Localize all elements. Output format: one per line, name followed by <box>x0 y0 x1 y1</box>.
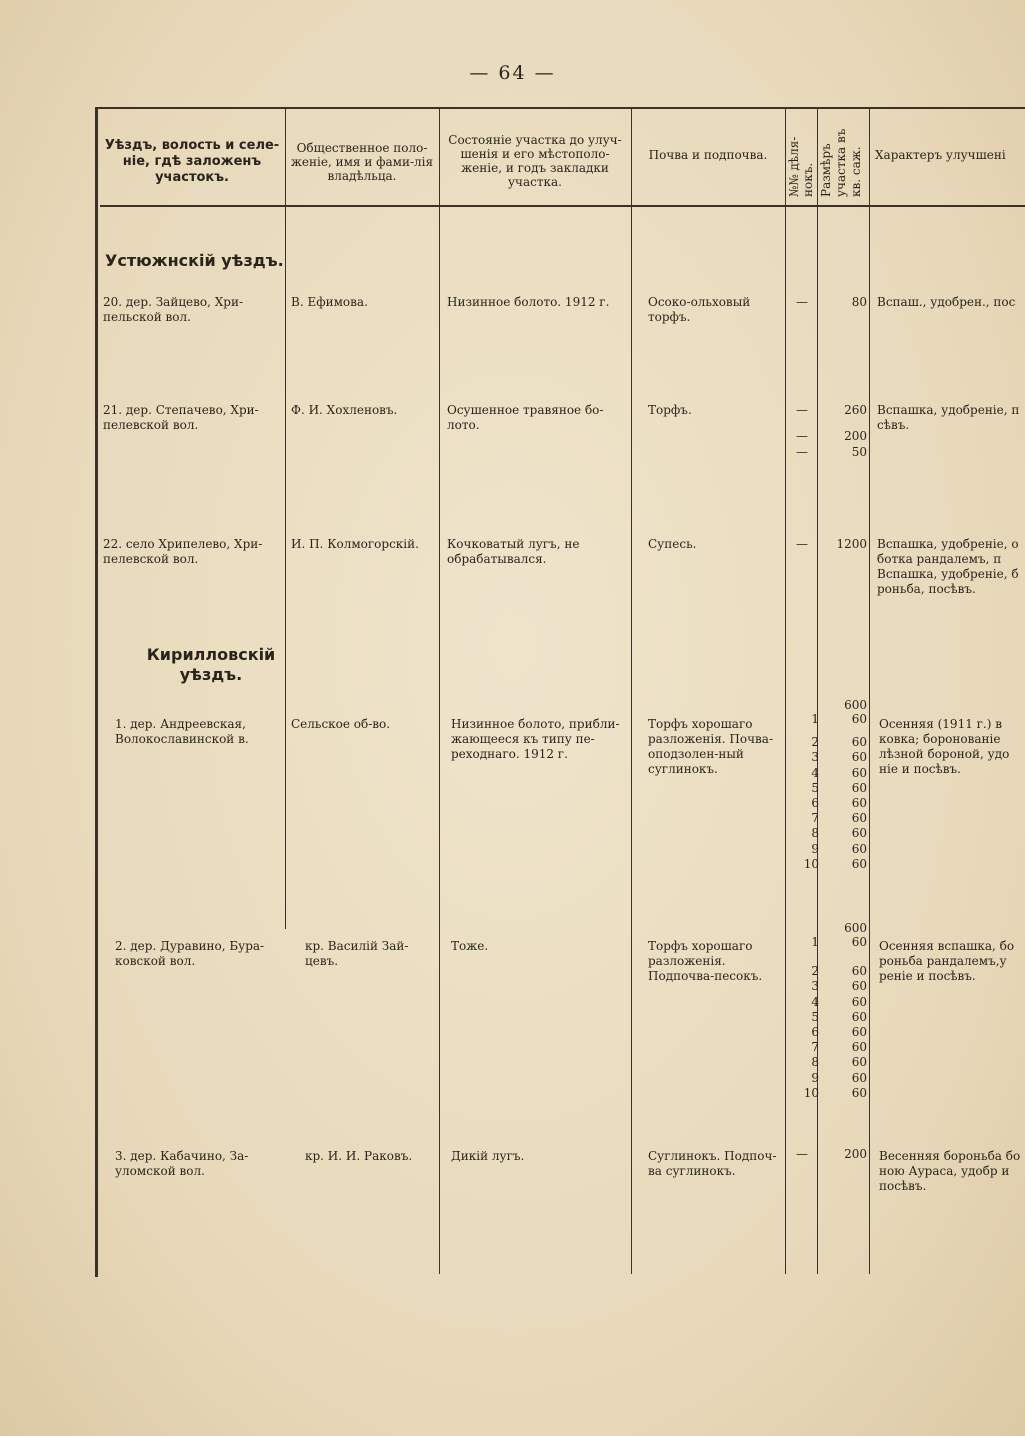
plot-size: 60 <box>851 935 867 949</box>
plot-size: 200 <box>844 1147 867 1161</box>
row-location: 3. дер. Кабачино, За-уломской вол. <box>115 1149 249 1178</box>
plot-size: 60 <box>851 765 867 780</box>
plot-number: 9 <box>811 841 819 856</box>
plot-number: 5 <box>811 780 819 795</box>
plot-number: — <box>796 537 808 551</box>
plot-size: 60 <box>851 780 867 795</box>
plot-number: 10 <box>803 1085 819 1100</box>
header-size-1: Размѣръ <box>819 143 833 197</box>
page-number: — 64 — <box>469 62 556 84</box>
region-title: Устюжнскій уѣздъ. <box>105 251 284 270</box>
row-soil: Супесь. <box>648 537 697 551</box>
plot-size: 60 <box>851 1055 867 1070</box>
row-plots <box>785 712 819 872</box>
row-character: Вспаш., удобрен., пос <box>877 295 1016 309</box>
plot-size <box>823 950 867 964</box>
row-sizes <box>823 935 867 1101</box>
plot-size: 60 <box>851 856 867 871</box>
plot-number: 1 <box>811 935 819 949</box>
plot-size: 60 <box>851 1040 867 1055</box>
row-sizes <box>823 295 867 310</box>
plot-number: 8 <box>811 826 819 841</box>
header-plots-2: нокъ. <box>801 162 815 197</box>
row-owner: Сельское об-во. <box>291 717 391 731</box>
header-location: Уѣздъ, волость и селе-ніе, гдѣ заложенъ участокъ. <box>104 138 280 185</box>
plot-number: 9 <box>811 1070 819 1085</box>
plot-number: 1 <box>811 712 819 726</box>
row-state: Низинное болото. 1912 г. <box>447 295 610 309</box>
plot-size: 60 <box>851 750 867 765</box>
plot-size: 1200 <box>836 537 867 551</box>
plot-size: 60 <box>851 964 867 979</box>
row-soil: Осоко-ольховый торфъ. <box>648 295 751 324</box>
plot-size: 200 <box>844 429 867 443</box>
row-plots <box>785 295 819 310</box>
row-location: 20. дер. Зайцево, Хри-пельской вол. <box>103 295 244 324</box>
row-owner: кр. Василій Зай-цевъ. <box>305 939 409 968</box>
row-sizes <box>823 403 867 461</box>
col-divider-2 <box>439 109 440 1274</box>
data-table <box>95 107 1025 1277</box>
row-character: Осенняя вспашка, бо роньба рандалемъ,у реніе и посѣвъ. <box>879 939 1015 983</box>
plot-number: 6 <box>811 795 819 810</box>
plot-number: 8 <box>811 1055 819 1070</box>
plot-number: 3 <box>811 979 819 994</box>
col-divider-6 <box>869 109 870 1274</box>
row-soil: Суглинокъ. Подпоч-ва суглинокъ. <box>648 1149 777 1178</box>
row-owner: Ф. И. Хохленовъ. <box>291 403 398 417</box>
plot-number: — <box>796 295 808 309</box>
row-sizes <box>823 712 867 872</box>
header-state: Состояніе участка до улуч-шенія и его мѣстополо-женіе, и годъ закладки участка. <box>448 133 622 189</box>
row-character: Осенняя (1911 г.) в ковка; боронованіе лѣзной бороной, удо ніе и посѣвъ. <box>879 717 1010 776</box>
header-character: Характеръ улучшені <box>875 148 1006 162</box>
row-plots <box>785 403 819 461</box>
col-divider-1 <box>285 109 286 929</box>
plot-size <box>823 727 867 735</box>
row-state: Низинное болото, прибли-жающееся къ типу пе-реходнаго. 1912 г. <box>451 717 620 761</box>
row-state: Дикій лугъ. <box>451 1149 525 1163</box>
row-soil: Торфъ. <box>648 403 692 417</box>
row-plots <box>785 935 819 1101</box>
plot-number: 2 <box>811 735 819 750</box>
plot-number: 4 <box>811 994 819 1009</box>
region-title: Кирилловскій уѣздъ. <box>146 645 276 684</box>
header-size-2: участка въ <box>834 128 848 197</box>
row-location: 1. дер. Андреевская, Волокославинской в. <box>115 717 249 746</box>
row-owner: кр. И. И. Раковъ. <box>305 1149 413 1163</box>
row-character: Весенняя бороньба бо ною Ауpаса, удобр и посѣвъ. <box>879 1149 1021 1193</box>
plot-size: 60 <box>851 841 867 856</box>
plot-size: 80 <box>851 295 867 309</box>
row-owner: И. П. Колмогорскій. <box>291 537 419 551</box>
header-plots-1: №№ дѣля- <box>787 136 801 197</box>
row-total-size: 600 <box>844 921 867 935</box>
plot-number: 10 <box>803 856 819 871</box>
row-location: 22. село Хрипелево, Хри-пелевской вол. <box>103 537 263 566</box>
row-character: Вспашка, удобреніе, о ботка рандалемъ, п Вспашка, удобреніе, б роньба, посѣвъ. <box>877 537 1019 596</box>
table-top-rule <box>95 107 1025 109</box>
plot-number: — <box>796 445 808 459</box>
header-soil: Почва и подпочва. <box>648 148 768 162</box>
row-plots <box>785 537 819 552</box>
header-size-3: кв. саж. <box>849 146 863 197</box>
row-sizes <box>823 1147 867 1162</box>
plot-number: — <box>796 1147 808 1161</box>
plot-size: 60 <box>851 811 867 826</box>
plot-number: 7 <box>811 811 819 826</box>
row-sizes <box>823 537 867 552</box>
plot-number: — <box>796 403 808 417</box>
plot-number: 4 <box>811 765 819 780</box>
plot-size: 60 <box>851 1085 867 1100</box>
plot-number <box>785 727 819 735</box>
row-character: Вспашка, удобреніе, п сѣвъ. <box>877 403 1020 432</box>
row-location: 21. дер. Степачево, Хри-пелевской вол. <box>103 403 259 432</box>
plot-size: 60 <box>851 826 867 841</box>
plot-number: 5 <box>811 1009 819 1024</box>
plot-number: — <box>796 429 808 443</box>
plot-size: 60 <box>851 712 867 726</box>
row-soil: Торфъ хорошаго разложенія. Подпочва-песокъ. <box>648 939 763 983</box>
row-state: Тоже. <box>451 939 489 953</box>
row-state: Осушенное травяное бо-лото. <box>447 403 604 432</box>
row-plots <box>785 1147 819 1162</box>
row-soil: Торфъ хорошаго разложенія. Почва-оподзолен-ный суглинокъ. <box>648 717 773 776</box>
plot-number: 6 <box>811 1024 819 1039</box>
plot-size: 50 <box>851 445 867 459</box>
row-owner: В. Ефимова. <box>291 295 368 309</box>
header-owner: Общественное поло-женіе, имя и фами-лія владѣльца. <box>290 141 434 183</box>
plot-size: 60 <box>851 994 867 1009</box>
plot-number <box>785 950 819 964</box>
plot-size: 60 <box>851 1070 867 1085</box>
header-bottom-rule <box>100 205 1025 207</box>
row-state: Кочковатый лугъ, не обрабатывался. <box>447 537 580 566</box>
plot-size: 60 <box>851 979 867 994</box>
row-location: 2. дер. Дуравино, Бура-ковской вол. <box>115 939 265 968</box>
plot-size: 60 <box>851 735 867 750</box>
plot-number: 2 <box>811 964 819 979</box>
col-divider-3 <box>631 109 632 1274</box>
row-total-size: 600 <box>844 698 867 712</box>
plot-size: 260 <box>844 403 867 417</box>
plot-size: 60 <box>851 1024 867 1039</box>
plot-size: 60 <box>851 1009 867 1024</box>
plot-number: 7 <box>811 1040 819 1055</box>
plot-size: 60 <box>851 795 867 810</box>
left-border <box>95 107 98 1277</box>
plot-number: 3 <box>811 750 819 765</box>
